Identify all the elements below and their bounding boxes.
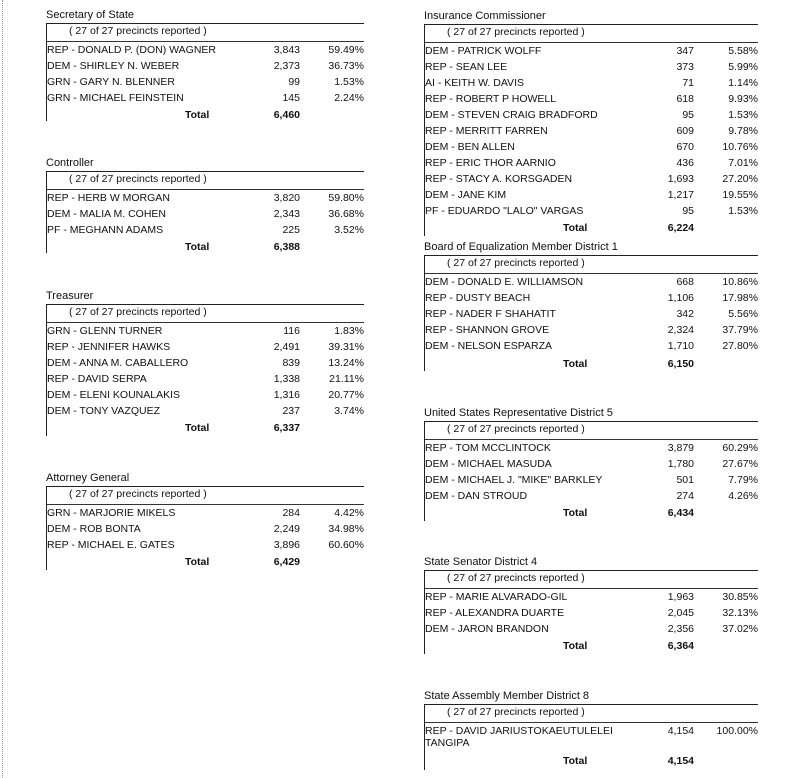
candidate-percent: 1.83% [334, 325, 364, 337]
total-row [425, 507, 758, 523]
candidate-percent: 1.14% [728, 77, 758, 89]
candidate-row [425, 591, 758, 607]
candidate-row [425, 292, 758, 308]
candidate-votes: 145 [282, 92, 300, 104]
candidate-votes: 2,343 [273, 208, 300, 220]
candidate-percent: 34.98% [328, 523, 364, 535]
total-label: Total [185, 241, 210, 253]
candidate-votes: 839 [282, 357, 300, 369]
candidate-percent: 7.79% [728, 474, 758, 486]
candidate-row [425, 157, 758, 173]
candidate-votes: 1,710 [667, 340, 694, 352]
candidate-percent: 4.42% [334, 507, 364, 519]
candidate-row [425, 442, 758, 458]
total-row [425, 222, 758, 238]
candidate-percent: 27.67% [722, 458, 758, 470]
candidate-votes: 99 [288, 76, 300, 88]
candidate-row [425, 141, 758, 157]
candidate-name: DEM - JARON BRANDON [425, 623, 549, 635]
candidate-name: REP - JENNIFER HAWKS [47, 341, 171, 353]
candidate-percent: 37.02% [722, 623, 758, 635]
candidate-percent: 36.73% [328, 60, 364, 72]
candidate-row [47, 405, 364, 421]
precincts-reported: ( 27 of 27 precincts reported ) [69, 488, 207, 500]
candidate-row [47, 357, 364, 373]
precincts-reported: ( 27 of 27 precincts reported ) [69, 306, 207, 318]
candidate-name: REP - DAVID SERPA [47, 373, 147, 385]
candidate-name: DEM - TONY VAZQUEZ [47, 405, 160, 417]
total-row [47, 422, 364, 438]
candidate-row [47, 325, 364, 341]
precincts-reported: ( 27 of 27 precincts reported ) [447, 706, 585, 718]
candidate-name: DEM - ELENI KOUNALAKIS [47, 389, 181, 401]
race-title: United States Representative District 5 [424, 407, 613, 419]
candidate-votes: 609 [676, 125, 694, 137]
precincts-reported: ( 27 of 27 precincts reported ) [447, 26, 585, 38]
candidate-votes: 284 [282, 507, 300, 519]
candidate-row [425, 45, 758, 61]
race-title: Insurance Commissioner [424, 10, 546, 22]
candidate-percent: 13.24% [328, 357, 364, 369]
race-box [46, 23, 364, 121]
candidate-name: REP - SHANNON GROVE [425, 324, 550, 336]
candidate-name: REP - STACY A. KORSGADEN [425, 173, 573, 185]
candidate-votes: 342 [676, 308, 694, 320]
candidate-name: GRN - MICHAEL FEINSTEIN [47, 92, 184, 104]
race-box [424, 24, 758, 236]
candidate-name: AI - KEITH W. DAVIS [425, 77, 524, 89]
candidate-percent: 7.01% [728, 157, 758, 169]
candidate-percent: 10.76% [722, 141, 758, 153]
candidate-votes: 436 [676, 157, 694, 169]
total-label: Total [563, 507, 588, 519]
candidate-row [47, 389, 364, 405]
candidate-name: PF - MEGHANN ADAMS [47, 224, 164, 236]
candidate-percent: 10.86% [722, 276, 758, 288]
race-secretary-of-state [46, 9, 364, 121]
total-row [425, 755, 758, 771]
race-board-of-equalization [424, 241, 758, 371]
race-box [424, 704, 758, 770]
total-label: Total [563, 640, 588, 652]
candidate-row [425, 276, 758, 292]
candidate-percent: 100.00% [716, 725, 758, 737]
candidate-row [425, 458, 758, 474]
divider [425, 722, 758, 723]
candidate-row [425, 623, 758, 639]
precincts-reported: ( 27 of 27 precincts reported ) [447, 572, 585, 584]
race-title: State Assembly Member District 8 [424, 690, 590, 702]
candidate-name: GRN - GLENN TURNER [47, 325, 163, 337]
total-row [47, 556, 364, 572]
total-label: Total [563, 222, 588, 234]
total-votes: 6,429 [273, 556, 300, 568]
candidate-name: REP - MARIE ALVARADO-GIL [425, 591, 568, 603]
total-votes: 4,154 [667, 755, 694, 767]
race-title: Secretary of State [46, 9, 135, 21]
candidate-row [425, 308, 758, 324]
candidate-row [47, 539, 364, 555]
candidate-votes: 95 [682, 205, 694, 217]
candidate-name: DEM - DAN STROUD [425, 490, 528, 502]
candidate-row [425, 324, 758, 340]
candidate-votes: 347 [676, 45, 694, 57]
candidate-row [47, 507, 364, 523]
divider [425, 439, 758, 440]
total-votes: 6,224 [667, 222, 694, 234]
candidate-row [47, 60, 364, 76]
candidate-votes: 95 [682, 109, 694, 121]
candidate-name: REP - TOM MCCLINTOCK [425, 442, 551, 454]
candidate-row [425, 93, 758, 109]
divider [425, 588, 758, 589]
candidate-votes: 618 [676, 93, 694, 105]
race-title: Attorney General [46, 472, 130, 484]
candidate-row [47, 44, 364, 60]
candidate-row [47, 76, 364, 92]
candidate-row [47, 92, 364, 108]
candidate-percent: 3.52% [334, 224, 364, 236]
total-row [425, 640, 758, 656]
candidate-name: DEM - MICHAEL J. "MIKE" BARKLEY [425, 474, 603, 486]
candidate-name: DEM - BEN ALLEN [425, 141, 515, 153]
race-insurance-commissioner [424, 10, 758, 236]
candidate-name: DEM - PATRICK WOLFF [425, 45, 542, 57]
race-box [46, 171, 364, 253]
race-box [424, 570, 758, 654]
candidate-votes: 1,693 [667, 173, 694, 185]
candidate-votes: 1,106 [667, 292, 694, 304]
race-attorney-general [46, 472, 364, 570]
total-votes: 6,388 [273, 241, 300, 253]
candidate-percent: 30.85% [722, 591, 758, 603]
candidate-row [47, 373, 364, 389]
total-label: Total [185, 556, 210, 568]
page-edge [2, 0, 3, 778]
candidate-votes: 116 [283, 325, 300, 337]
candidate-row [425, 725, 758, 753]
candidate-votes: 1,217 [667, 189, 694, 201]
race-state-assembly [424, 690, 758, 770]
candidate-row [425, 490, 758, 506]
divider [47, 322, 364, 323]
precincts-reported: ( 27 of 27 precincts reported ) [69, 173, 207, 185]
candidate-name: REP - ALEXANDRA DUARTE [425, 607, 565, 619]
total-row [47, 109, 364, 125]
candidate-votes: 2,373 [273, 60, 300, 72]
candidate-name: REP - HERB W MORGAN [47, 192, 170, 204]
candidate-votes: 1,780 [667, 458, 694, 470]
precincts-reported: ( 27 of 27 precincts reported ) [447, 257, 585, 269]
candidate-votes: 1,338 [273, 373, 300, 385]
candidate-percent: 9.93% [728, 93, 758, 105]
race-title: Treasurer [46, 290, 94, 302]
candidate-name: REP - MICHAEL E. GATES [47, 539, 175, 551]
candidate-percent: 36.68% [328, 208, 364, 220]
candidate-percent: 37.79% [722, 324, 758, 336]
precincts-reported: ( 27 of 27 precincts reported ) [447, 423, 585, 435]
divider [47, 504, 364, 505]
candidate-votes: 501 [676, 474, 694, 486]
candidate-name: REP - NADER F SHAHATIT [425, 308, 556, 320]
total-votes: 6,337 [273, 422, 300, 434]
race-box [46, 304, 364, 436]
race-title: State Senator District 4 [424, 556, 538, 568]
candidate-name: DEM - SHIRLEY N. WEBER [47, 60, 180, 72]
candidate-votes: 225 [282, 224, 300, 236]
candidate-row [425, 173, 758, 189]
candidate-name: DEM - STEVEN CRAIG BRADFORD [425, 109, 598, 121]
candidate-votes: 3,879 [667, 442, 694, 454]
candidate-percent: 17.98% [722, 292, 758, 304]
candidate-votes: 373 [676, 61, 694, 73]
candidate-name: DEM - JANE KIM [425, 189, 507, 201]
divider [47, 41, 364, 42]
candidate-percent: 39.31% [328, 341, 364, 353]
race-box [46, 486, 364, 570]
candidate-row [425, 607, 758, 623]
candidate-row [47, 192, 364, 208]
candidate-votes: 1,316 [273, 389, 300, 401]
candidate-votes: 2,356 [667, 623, 694, 635]
candidate-votes: 3,896 [273, 539, 300, 551]
candidate-percent: 27.20% [722, 173, 758, 185]
candidate-percent: 5.99% [728, 61, 758, 73]
candidate-name: DEM - ANNA M. CABALLERO [47, 357, 189, 369]
candidate-name: GRN - GARY N. BLENNER [47, 76, 175, 88]
total-label: Total [563, 358, 588, 370]
candidate-name: DEM - NELSON ESPARZA [425, 340, 552, 352]
candidate-name: GRN - MARJORIE MIKELS [47, 507, 176, 519]
divider [425, 42, 758, 43]
candidate-name: REP - ERIC THOR AARNIO [425, 157, 556, 169]
total-votes: 6,460 [273, 109, 300, 121]
candidate-percent: 20.77% [328, 389, 364, 401]
race-title: Board of Equalization Member District 1 [424, 241, 618, 253]
candidate-name: REP - SEAN LEE [425, 61, 508, 73]
candidate-percent: 3.74% [334, 405, 364, 417]
candidate-percent: 5.58% [728, 45, 758, 57]
candidate-percent: 1.53% [728, 109, 758, 121]
candidate-percent: 32.13% [722, 607, 758, 619]
candidate-name: REP - ROBERT P HOWELL [425, 93, 557, 105]
candidate-row [425, 61, 758, 77]
candidate-percent: 19.55% [722, 189, 758, 201]
candidate-row [425, 205, 758, 221]
total-votes: 6,150 [667, 358, 694, 370]
candidate-name: DEM - ROB BONTA [47, 523, 141, 535]
candidate-votes: 237 [282, 405, 300, 417]
candidate-votes: 71 [682, 77, 694, 89]
candidate-row [425, 125, 758, 141]
candidate-row [47, 523, 364, 539]
candidate-votes: 2,249 [273, 523, 300, 535]
race-state-senator [424, 556, 758, 654]
candidate-votes: 3,820 [273, 192, 300, 204]
candidate-percent: 9.78% [728, 125, 758, 137]
candidate-name: DEM - MICHAEL MASUDA [425, 458, 552, 470]
candidate-percent: 60.60% [328, 539, 364, 551]
candidate-name: DEM - MALIA M. COHEN [47, 208, 167, 220]
race-us-representative [424, 407, 758, 521]
candidate-percent: 59.80% [328, 192, 364, 204]
precincts-reported: ( 27 of 27 precincts reported ) [69, 25, 207, 37]
candidate-percent: 5.56% [728, 308, 758, 320]
race-controller [46, 157, 364, 253]
total-votes: 6,434 [667, 507, 694, 519]
candidate-name: REP - DAVID JARIUSTOKAEUTULELEI TANGIPA [425, 725, 613, 749]
candidate-votes: 1,963 [667, 591, 694, 603]
total-label: Total [563, 755, 588, 767]
total-label: Total [185, 422, 210, 434]
candidate-votes: 670 [676, 141, 694, 153]
candidate-votes: 2,045 [667, 607, 694, 619]
candidate-name: REP - MERRITT FARREN [425, 125, 548, 137]
candidate-percent: 59.49% [328, 44, 364, 56]
candidate-votes: 2,324 [667, 324, 694, 336]
candidate-row [47, 224, 364, 240]
candidate-votes: 3,843 [273, 44, 300, 56]
candidate-percent: 1.53% [728, 205, 758, 217]
candidate-name: REP - DONALD P. (DON) WAGNER [47, 44, 216, 56]
candidate-row [425, 189, 758, 205]
race-title: Controller [46, 157, 94, 169]
candidate-percent: 1.53% [334, 76, 364, 88]
divider [47, 189, 364, 190]
candidate-name: REP - DUSTY BEACH [425, 292, 531, 304]
race-box [424, 421, 758, 521]
race-treasurer [46, 290, 364, 436]
candidate-row [425, 109, 758, 125]
candidate-row [47, 341, 364, 357]
candidate-name: PF - EDUARDO "LALO" VARGAS [425, 205, 584, 217]
candidate-row [425, 474, 758, 490]
total-label: Total [185, 109, 210, 121]
candidate-votes: 274 [676, 490, 694, 502]
race-box [424, 255, 758, 371]
candidate-votes: 668 [676, 276, 694, 288]
candidate-percent: 2.24% [334, 92, 364, 104]
candidate-row [47, 208, 364, 224]
candidate-votes: 2,491 [273, 341, 300, 353]
candidate-row [425, 77, 758, 93]
total-row [425, 358, 758, 374]
candidate-votes: 4,154 [667, 725, 694, 737]
candidate-percent: 60.29% [722, 442, 758, 454]
candidate-percent: 27.80% [722, 340, 758, 352]
candidate-percent: 4.26% [728, 490, 758, 502]
candidate-name: DEM - DONALD E. WILLIAMSON [425, 276, 584, 288]
total-row [47, 241, 364, 257]
candidate-row [425, 340, 758, 356]
divider [425, 273, 758, 274]
total-votes: 6,364 [667, 640, 694, 652]
candidate-percent: 21.11% [329, 373, 364, 385]
